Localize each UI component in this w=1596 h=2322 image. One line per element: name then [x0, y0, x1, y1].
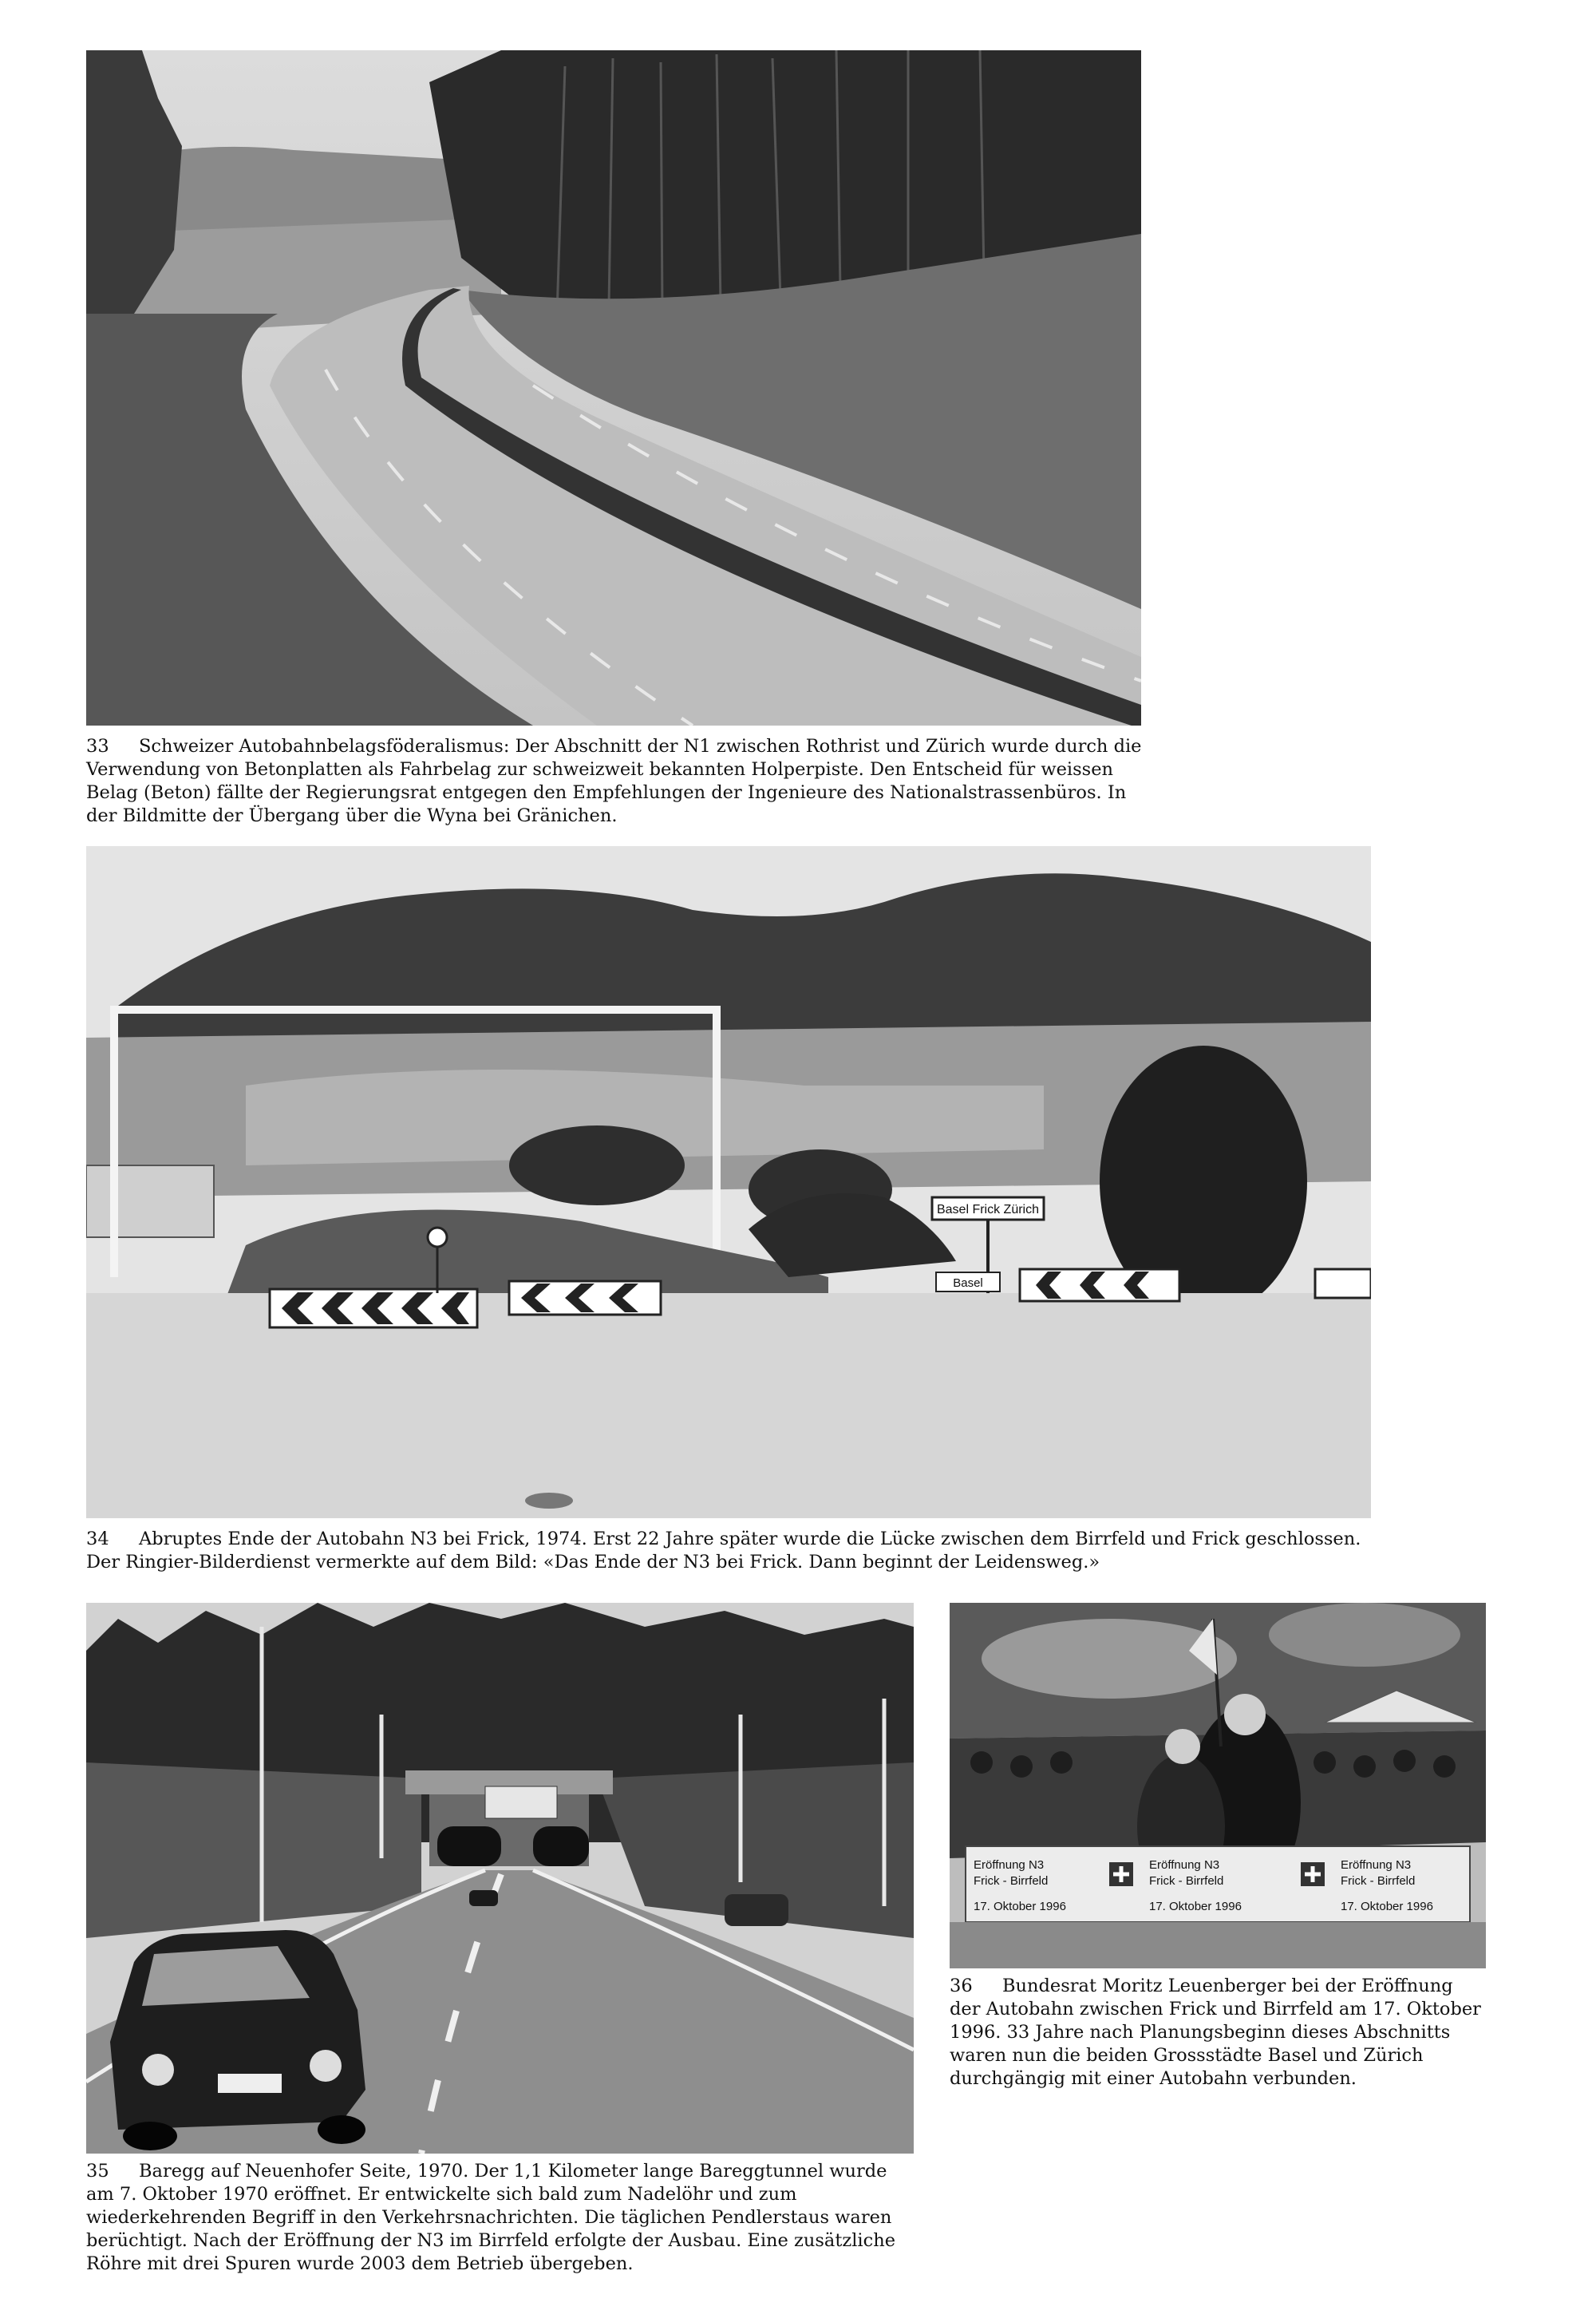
banner-date-3: 17. Oktober 1996: [1341, 1900, 1433, 1913]
photo-34-end-of-n3: [86, 846, 1371, 1518]
caption-text-35: Baregg auf Neuenhofer Seite, 1970. Der 1,1 Kilometer lange Bareggtunnel wurde am 7. Oktober 1970 eröffnet. Er entwickelte sich bald zum Nadelöhr und zum wiederkehrenden Begriff in den Verkehrsnachrichten. Die täglichen Pendlerstaus waren berüchtigt. Nach der Eröffnung der N3 im Birrfeld erfolgte der Ausbau. Eine zusätzliche Röhre mit drei Spuren wurde 2003 dem Betrieb übergeben.: [86, 2161, 896, 2274]
road-sign-text: Basel Frick Zürich: [936, 1203, 1040, 1216]
caption-35: [86, 2160, 916, 2276]
banner-date-1: 17. Oktober 1996: [974, 1900, 1066, 1913]
banner-route-2: Frick - Birrfeld: [1149, 1874, 1224, 1888]
banner-title-3: Eröffnung N3: [1341, 1858, 1412, 1872]
banner-title-1: Eröffnung N3: [974, 1858, 1045, 1872]
caption-34: [86, 1528, 1379, 1574]
road-sign-basel: Basel: [953, 1276, 983, 1290]
figure-number-35: 35: [86, 2161, 109, 2182]
banner-title-2: Eröffnung N3: [1149, 1858, 1220, 1872]
caption-33: [86, 735, 1144, 828]
photo-33-highway-n1: [86, 50, 1141, 726]
figure-number-33: 33: [86, 736, 109, 757]
figure-number-34: 34: [86, 1529, 109, 1549]
photo-36-opening-ceremony: [950, 1603, 1486, 1968]
banner-route-1: Frick - Birrfeld: [974, 1874, 1049, 1888]
caption-36: [950, 1975, 1486, 2091]
photo-35-baregg-tunnel: [86, 1603, 914, 2154]
caption-text-36: Bundesrat Moritz Leuenberger bei der Eröffnung der Autobahn zwischen Frick und Birrfeld am 17. Oktober 1996. 33 Jahre nach Planungsbeginn dieses Abschnitts waren nun die beiden Grossstädte Basel und Zürich durchgängig mit einer Autobahn verbunden.: [950, 1976, 1481, 2089]
banner-date-2: 17. Oktober 1996: [1149, 1900, 1242, 1913]
figure-number-36: 36: [950, 1976, 973, 1996]
caption-text-33: Schweizer Autobahnbelagsföderalismus: Der Abschnitt der N1 zwischen Rothrist und Zürich wurde durch die Verwendung von Betonplatten als Fahrbelag zur schweizweit bekannten Holperpiste. Den Entscheid für weissen Belag (Beton) fällte der Regierungsrat entgegen den Empfehlungen der Ingenieure des Nationalstrassenbüros. In der Bildmitte der Übergang über die Wyna bei Gränichen.: [86, 736, 1142, 826]
banner-route-3: Frick - Birrfeld: [1341, 1874, 1416, 1888]
caption-text-34: Abruptes Ende der Autobahn N3 bei Frick, 1974. Erst 22 Jahre später wurde die Lücke zwischen dem Birrfeld und Frick geschlossen. Der Ringier-Bilderdienst vermerkte auf dem Bild: «Das Ende der N3 bei Frick. Dann beginnt der Leidensweg.»: [86, 1529, 1361, 1572]
